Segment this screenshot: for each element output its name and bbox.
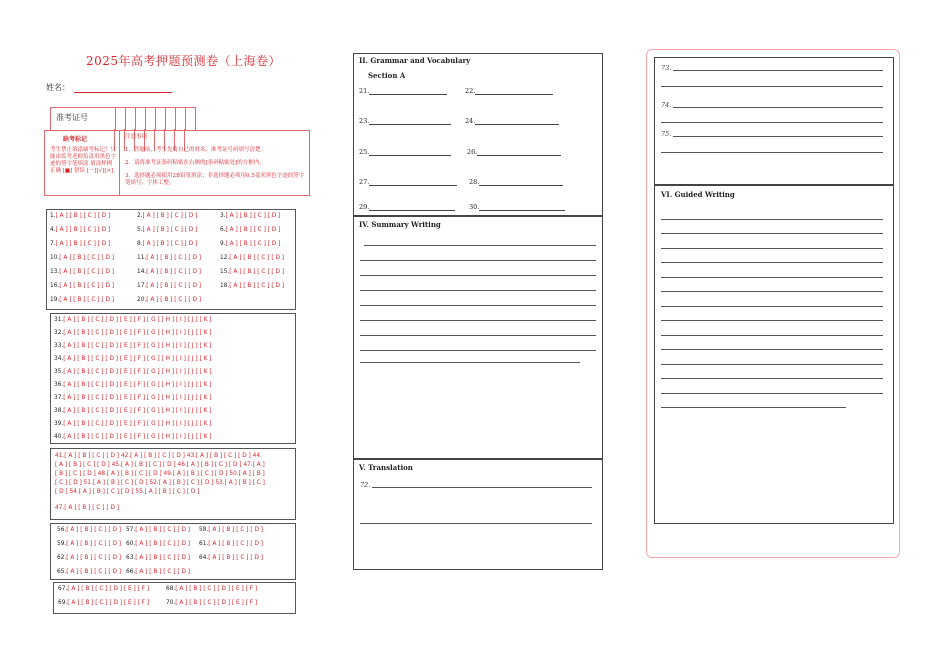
- absent-mark-box[interactable]: [45, 131, 120, 195]
- writing-line[interactable]: [661, 277, 883, 278]
- writing-line[interactable]: [364, 245, 596, 246]
- mc-item[interactable]: 9.[ A ] [ B ] [ C ] [ D ]: [220, 241, 281, 247]
- absent-mark-heading: 缺考标记: [63, 136, 88, 143]
- mc-item[interactable]: 3.[ A ] [ B ] [ C ] [ D ]: [220, 213, 281, 219]
- writing-line[interactable]: [372, 487, 592, 488]
- writing-line[interactable]: [360, 260, 596, 261]
- grammar-panel: [353, 53, 603, 217]
- mc-item[interactable]: 32.[ A ] [ B ] [ C ] [ D ] [ E ] [ F ] [ G ] [ H ] [ I ] [ J ] [ K ]: [54, 330, 212, 336]
- mc-line[interactable]: 47.[ A ] [ B ] [ C ] [ D ]: [55, 505, 120, 511]
- writing-line[interactable]: [673, 107, 883, 108]
- mc-item[interactable]: 70.[ A ] [ B ] [ C ] [ D ] [ E ] [ F ]: [166, 600, 258, 606]
- writing-line[interactable]: [360, 350, 596, 351]
- mc-item[interactable]: 33.[ A ] [ B ] [ C ] [ D ] [ E ] [ F ] [ G ] [ H ] [ I ] [ J ] [ K ]: [54, 343, 212, 349]
- writing-line[interactable]: [673, 70, 883, 71]
- mc-item[interactable]: 17.[ A ] [ B ] [ C ] [ D ]: [137, 283, 202, 289]
- mc-item[interactable]: 61.[ A ] [ B ] [ C ] [ D ]: [199, 541, 264, 547]
- mc-item[interactable]: 2.[ A ] [ B ] [ C ] [ D ]: [137, 213, 198, 219]
- instruction-item: 1．答题前，考生先将自己的姓名、准考证号码填写清楚。: [125, 147, 267, 153]
- answer-21[interactable]: 21.: [359, 87, 447, 95]
- instruction-item: 3．选择题必须使用2B铅笔填涂；非选择题必须用0.5毫米黑色字迹的签字笔填写，字体工整。: [125, 173, 305, 186]
- admission-label: 准考证号: [56, 113, 88, 122]
- mc-section-31-40: [50, 313, 296, 444]
- answer-22[interactable]: 22.: [465, 87, 553, 95]
- name-field[interactable]: [46, 82, 172, 93]
- answer-24[interactable]: 24.: [465, 117, 559, 125]
- translation-panel: [353, 458, 603, 570]
- mc-section-41-55: [50, 448, 296, 520]
- translation-heading: V. Translation: [359, 463, 413, 472]
- question-75-label: 75.: [661, 130, 672, 138]
- mc-section-67-70: [53, 582, 296, 614]
- writing-line[interactable]: [661, 152, 883, 153]
- mc-item[interactable]: 11.[ A ] [ B ] [ C ] [ D ]: [137, 255, 202, 261]
- writing-line[interactable]: [661, 349, 883, 350]
- instructions-heading: 注意事项: [125, 134, 148, 140]
- mc-line[interactable]: [ C ] [ D ] 51.[ A ] [ B ] [ C ] [ D ] 52.[ A ] [ B ] [ C ] [ D ] 53.[ A ] [ B ] [ C ]: [55, 480, 265, 486]
- guided-writing-panel: [654, 184, 894, 524]
- mc-item[interactable]: 1.[ A ] [ B ] [ C ] [ D ]: [50, 213, 111, 219]
- instructions: [125, 134, 305, 193]
- writing-line[interactable]: [661, 291, 883, 292]
- writing-line[interactable]: [661, 320, 883, 321]
- mc-item[interactable]: 4.[ A ] [ B ] [ C ] [ D ]: [50, 227, 111, 233]
- answer-28[interactable]: 28.: [469, 178, 563, 186]
- writing-line[interactable]: [661, 393, 883, 394]
- mc-item[interactable]: 37.[ A ] [ B ] [ C ] [ D ] [ E ] [ F ] [ G ] [ H ] [ I ] [ J ] [ K ]: [54, 395, 212, 401]
- mc-line[interactable]: [ B ] [ C ] [ D ] 48.[ A ] [ B ] [ C ] [ D ] 49.[ A ] [ B ] [ C ] [ D ] 50.[ A ] [ B ]: [55, 471, 265, 477]
- writing-line[interactable]: [360, 305, 596, 306]
- mc-item[interactable]: 57.[ A ] [ B ] [ C ] [ D ]: [126, 527, 191, 533]
- mc-item[interactable]: 68.[ A ] [ B ] [ C ] [ D ] [ E ] [ F ]: [166, 586, 258, 592]
- question-73-label: 73.: [661, 64, 672, 72]
- mc-item[interactable]: 20.[ A ] [ B ] [ C ] [ D ]: [137, 297, 202, 303]
- absent-mark-text: 考生禁止填涂缺考标记！只能由监考老师负责用黑色字迹的签字笔填涂 填涂样例 正确 [■] 错误 [一][√][×]: [50, 147, 117, 174]
- mc-item[interactable]: 10.[ A ] [ B ] [ C ] [ D ]: [50, 255, 115, 261]
- writing-line[interactable]: [360, 335, 596, 336]
- answer-27[interactable]: 27.: [359, 178, 457, 186]
- page-title: 2025年高考押题预测卷（上海卷）: [86, 54, 282, 68]
- mc-item[interactable]: 64.[ A ] [ B ] [ C ] [ D ]: [199, 555, 264, 561]
- mc-item[interactable]: 8.[ A ] [ B ] [ C ] [ D ]: [137, 241, 198, 247]
- instruction-item: 2．请将准考证条码粘贴在右侧的[条码粘贴处]的方框内。: [125, 160, 265, 166]
- mc-item[interactable]: 60.[ A ] [ B ] [ C ] [ D ]: [126, 541, 191, 547]
- mc-item[interactable]: 36.[ A ] [ B ] [ C ] [ D ] [ E ] [ F ] [ G ] [ H ] [ I ] [ J ] [ K ]: [54, 382, 212, 388]
- writing-line[interactable]: [661, 335, 883, 336]
- mc-item[interactable]: 66.[ A ] [ B ] [ C ] [ D ]: [126, 569, 191, 575]
- writing-line[interactable]: [661, 364, 883, 365]
- question-72-label: 72.: [360, 481, 371, 489]
- writing-line[interactable]: [661, 233, 883, 234]
- writing-line[interactable]: [661, 378, 883, 379]
- admission-number-box[interactable]: [50, 107, 196, 131]
- summary-writing-panel: [353, 215, 603, 460]
- writing-line[interactable]: [661, 122, 883, 123]
- notice-box: [44, 130, 310, 196]
- grammar-heading: II. Grammar and Vocabulary: [359, 56, 471, 65]
- mc-item[interactable]: 18.[ A ] [ B ] [ C ] [ D ]: [220, 283, 285, 289]
- mc-item[interactable]: 58.[ A ] [ B ] [ C ] [ D ]: [199, 527, 264, 533]
- mc-item[interactable]: 67.[ A ] [ B ] [ C ] [ D ] [ E ] [ F ]: [58, 586, 150, 592]
- writing-line[interactable]: [661, 407, 846, 408]
- mc-section-56-66: [50, 523, 296, 580]
- mc-line[interactable]: 41.[ A ] [ B ] [ C ] [ D ] 42.[ A ] [ B ] [ C ] [ D ] 43.[ A ] [ B ] [ C ] [ D ] 44.: [55, 453, 262, 459]
- mc-item[interactable]: 59.[ A ] [ B ] [ C ] [ D ]: [57, 541, 122, 547]
- mc-item[interactable]: 5.[ A ] [ B ] [ C ] [ D ]: [137, 227, 198, 233]
- mc-item[interactable]: 31.[ A ] [ B ] [ C ] [ D ] [ E ] [ F ] [ G ] [ H ] [ I ] [ J ] [ K ]: [54, 317, 212, 323]
- summary-heading: IV. Summary Writing: [359, 220, 441, 229]
- writing-line[interactable]: [673, 136, 883, 137]
- translation-continued-panel: [654, 57, 894, 186]
- writing-line[interactable]: [661, 262, 883, 263]
- answer-25[interactable]: 25.: [359, 148, 451, 156]
- writing-line[interactable]: [661, 219, 883, 220]
- mc-item[interactable]: 62.[ A ] [ B ] [ C ] [ D ]: [57, 555, 122, 561]
- mc-item[interactable]: 65.[ A ] [ B ] [ C ] [ D ]: [57, 569, 122, 575]
- name-label: 姓名：: [46, 83, 70, 92]
- mc-item[interactable]: 63.[ A ] [ B ] [ C ] [ D ]: [126, 555, 191, 561]
- mc-item[interactable]: 14.[ A ] [ B ] [ C ] [ D ]: [137, 269, 202, 275]
- answer-29[interactable]: 29.: [359, 203, 455, 211]
- name-line: [74, 83, 172, 93]
- question-74-label: 74.: [661, 101, 672, 109]
- writing-line[interactable]: [360, 523, 592, 524]
- mc-line[interactable]: [ D ] 54.[ A ] [ B ] [ C ] [ D ] 55.[ A ] [ B ] [ C ] [ D ]: [55, 489, 200, 495]
- mc-line[interactable]: [ A ] [ B ] [ C ] [ D ] 45.[ A ] [ B ] [ C ] [ D ] 46.[ A ] [ B ] [ C ] [ D ] 47.[ A ]: [55, 462, 265, 468]
- mc-item[interactable]: 7.[ A ] [ B ] [ C ] [ D ]: [50, 241, 111, 247]
- mc-item[interactable]: 56.[ A ] [ B ] [ C ] [ D ]: [57, 527, 122, 533]
- mc-item[interactable]: 34.[ A ] [ B ] [ C ] [ D ] [ E ] [ F ] [ G ] [ H ] [ I ] [ J ] [ K ]: [54, 356, 212, 362]
- writing-line[interactable]: [360, 275, 596, 276]
- writing-line[interactable]: [360, 320, 596, 321]
- writing-line[interactable]: [661, 248, 883, 249]
- writing-line[interactable]: [360, 362, 580, 363]
- writing-line[interactable]: [360, 290, 596, 291]
- mc-item[interactable]: 19.[ A ] [ B ] [ C ] [ D ]: [50, 297, 115, 303]
- mc-section-1-20: [46, 209, 296, 310]
- answer-26[interactable]: 26.: [467, 148, 561, 156]
- answer-23[interactable]: 23.: [359, 117, 451, 125]
- writing-line[interactable]: [661, 306, 883, 307]
- mc-item[interactable]: 40.[ A ] [ B ] [ C ] [ D ] [ E ] [ F ] [ G ] [ H ] [ I ] [ J ] [ K ]: [54, 434, 212, 440]
- writing-line[interactable]: [661, 86, 883, 87]
- mc-item[interactable]: 35.[ A ] [ B ] [ C ] [ D ] [ E ] [ F ] [ G ] [ H ] [ I ] [ J ] [ K ]: [54, 369, 212, 375]
- mc-item[interactable]: 15.[ A ] [ B ] [ C ] [ D ]: [220, 269, 285, 275]
- answer-30[interactable]: 30.: [469, 203, 565, 211]
- mc-item[interactable]: 69.[ A ] [ B ] [ C ] [ D ] [ E ] [ F ]: [58, 600, 150, 606]
- mc-item[interactable]: 12.[ A ] [ B ] [ C ] [ D ]: [220, 255, 285, 261]
- mc-item[interactable]: 39.[ A ] [ B ] [ C ] [ D ] [ E ] [ F ] [ G ] [ H ] [ I ] [ J ] [ K ]: [54, 421, 212, 427]
- grammar-subheading: Section A: [368, 71, 406, 80]
- mc-item[interactable]: 6.[ A ] [ B ] [ C ] [ D ]: [220, 227, 281, 233]
- mc-item[interactable]: 16.[ A ] [ B ] [ C ] [ D ]: [50, 283, 115, 289]
- guided-writing-heading: VI. Guided Writing: [661, 190, 735, 199]
- mc-item[interactable]: 13.[ A ] [ B ] [ C ] [ D ]: [50, 269, 115, 275]
- mc-item[interactable]: 38.[ A ] [ B ] [ C ] [ D ] [ E ] [ F ] [ G ] [ H ] [ I ] [ J ] [ K ]: [54, 408, 212, 414]
